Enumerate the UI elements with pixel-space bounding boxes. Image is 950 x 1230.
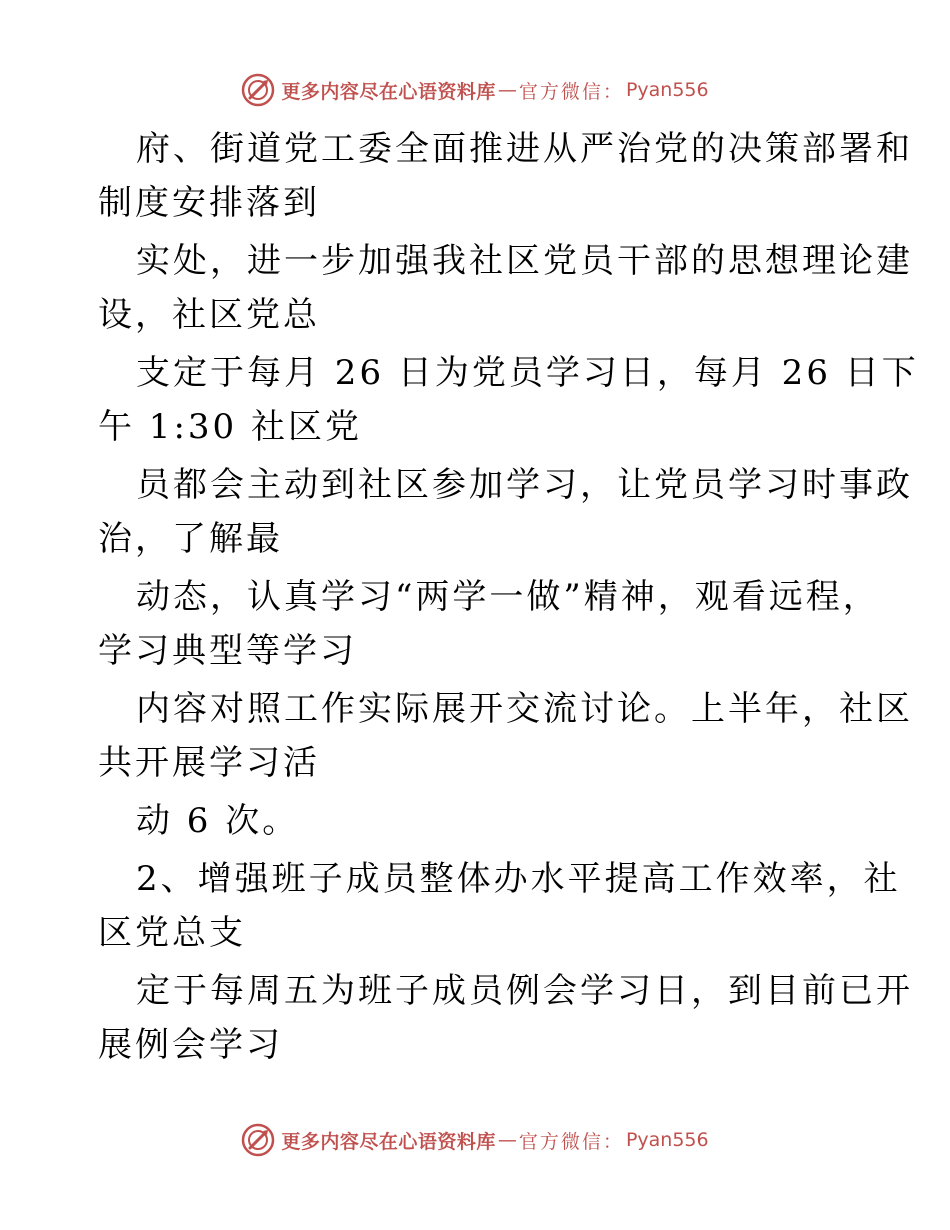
text-line: 动态，认真学习“两学一做”精神，观看远程， [136,577,880,617]
footer-banner [0,1120,950,1160]
text-line: 治，了解最 [98,519,283,559]
text-line: 制度安排落到 [98,183,320,223]
logo-icon [241,1123,275,1157]
banner-separator: — [497,79,517,101]
text-line: 府、街道党工委全面推进从严治党的决策部署和 [136,129,913,169]
text-line: 午 1:30 社区党 [98,407,362,447]
banner-wechat-account: Pyan556 [625,79,709,101]
text-line: 支定于每月 26 日为党员学习日，每月 26 日下 [136,353,919,393]
banner-separator: — [497,1129,517,1151]
text-line: 实处，进一步加强我社区党员干部的思想理论建 [136,241,913,281]
text-line: 设，社区党总 [98,295,320,335]
text-line: 共开展学习活 [98,743,320,783]
text-line: 内容对照工作实际展开交流讨论。上半年，社区 [136,689,913,729]
text-line: 员都会主动到社区参加学习，让党员学习时事政 [136,465,913,505]
text-line: 区党总支 [98,913,246,953]
banner-wechat-account: Pyan556 [625,1129,709,1151]
text-line: 学习典型等学习 [98,631,357,671]
text-line: 定于每周五为班子成员例会学习日，到目前已开 [136,971,913,1011]
logo-icon [241,73,275,107]
header-banner [0,70,950,110]
text-line: 展例会学习 [98,1025,283,1065]
banner-promo-text: 更多内容尽在心语资料库 [281,1130,496,1153]
text-line: 动 6 次。 [136,801,300,841]
banner-wechat-label: 官方微信： [518,80,624,103]
document-body [98,122,919,1072]
banner-wechat-label: 官方微信： [518,1130,624,1153]
text-line: 2、增强班子成员整体办水平提高工作效率，社 [136,859,901,899]
banner-promo-text: 更多内容尽在心语资料库 [281,80,496,103]
